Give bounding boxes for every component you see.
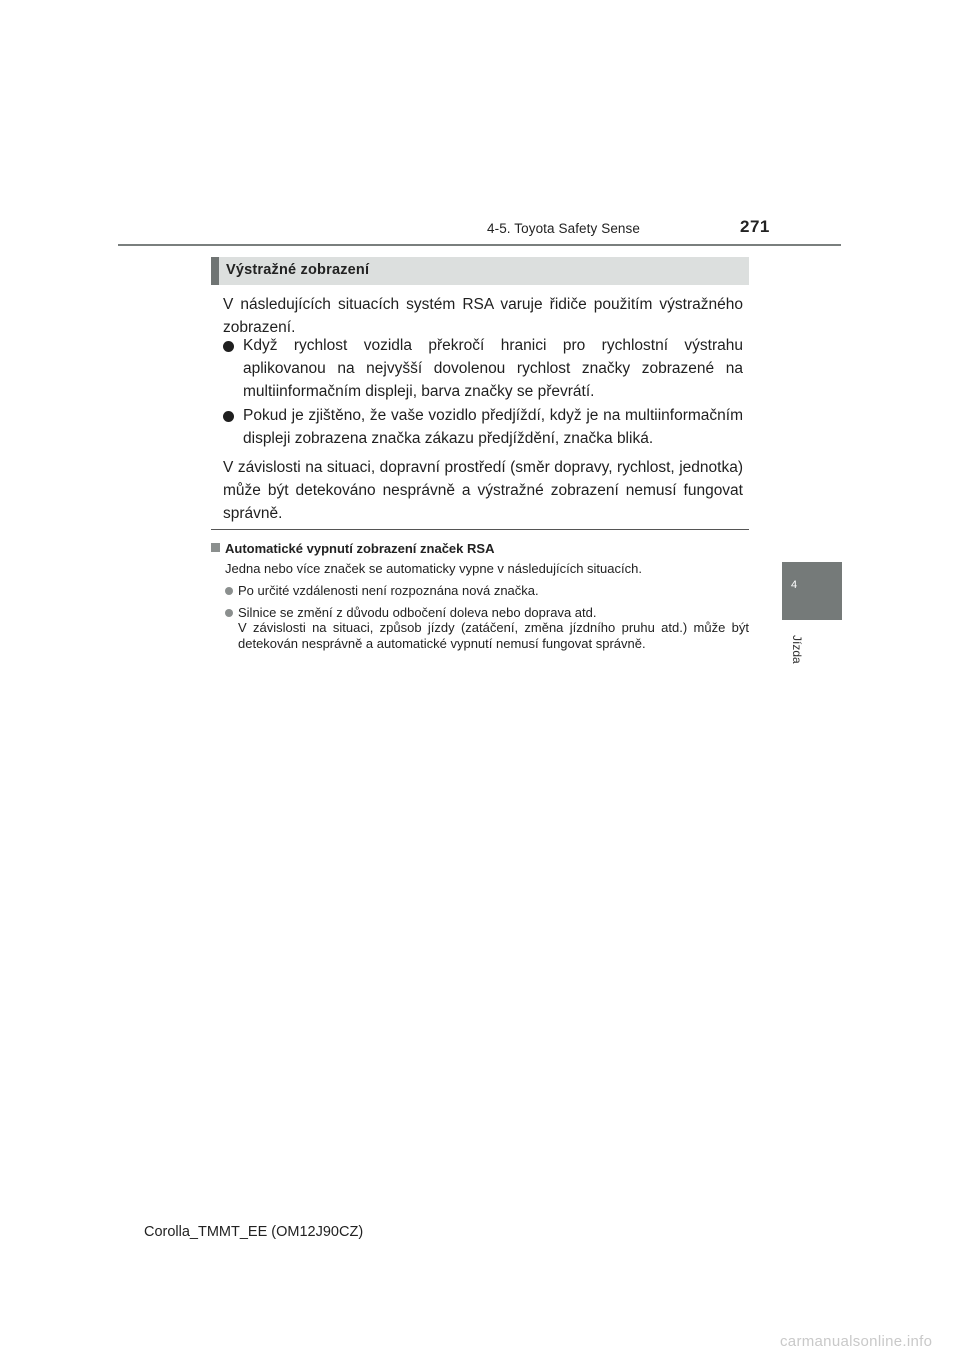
section-divider (211, 529, 749, 530)
page-number: 271 (740, 217, 770, 236)
note-list-item-text: Silnice se změní z důvodu odbočení doleva nebo doprava atd. (238, 604, 597, 620)
header-rule (118, 244, 841, 246)
note-list-item-text: Po určité vzdálenosti není rozpoznána nová značka. (238, 583, 539, 598)
note-list-item-text: V závislosti na situaci, způsob jízdy (zatáčení, změna jízdního pruhu atd.) může být detekován nesprávně a automatické vypnutí nemusí fungovat správně. (238, 620, 749, 651)
watermark: carmanualsonline.info (780, 1333, 933, 1350)
note-list-item (211, 583, 749, 599)
bullet-icon (223, 341, 234, 352)
footer-model-code: Corolla_TMMT_EE (OM12J90CZ) (144, 1224, 364, 1240)
section-heading-accent (211, 257, 219, 285)
note-list-item (211, 605, 749, 652)
square-bullet-icon (211, 543, 220, 552)
note-intro: Jedna nebo více značek se automaticky vypne v následujících situacích. (225, 561, 642, 576)
note-block (211, 540, 749, 651)
chapter-tab (782, 562, 842, 620)
list-item-text: Když rychlost vozidla překročí hranici pro rychlostní výstrahu aplikovanou na nejvyšší dovolenou rychlost značky zobrazené na multiinformačním displeji, barva značky se převrátí. (243, 337, 743, 400)
chapter-tab-number: 4 (791, 579, 798, 591)
section-closing-paragraph: V závislosti na situaci, dopravní prostředí (směr dopravy, rychlost, jednotka) může být detekováno nesprávně a výstražné zobrazení nemusí fungovat správně. (223, 459, 743, 522)
section-intro-paragraph: V následujících situacích systém RSA varuje řidiče použitím výstražného zobrazení. (223, 296, 743, 336)
bullet-icon (225, 609, 233, 617)
chapter-tab-label: Jízda (790, 635, 804, 664)
note-heading (211, 540, 749, 557)
section-title: Výstražné zobrazení (226, 262, 370, 278)
bullet-icon (223, 411, 234, 422)
bullet-icon (225, 587, 233, 595)
note-heading-text: Automatické vypnutí zobrazení značek RSA (225, 541, 495, 556)
header-section-title: 4-5. Toyota Safety Sense (487, 221, 640, 236)
list-item-text: Pokud je zjištěno, že vaše vozidlo předjíždí, když je na multiinformačním displeji zobrazena značka zákazu předjíždění, značka bliká. (243, 407, 743, 447)
